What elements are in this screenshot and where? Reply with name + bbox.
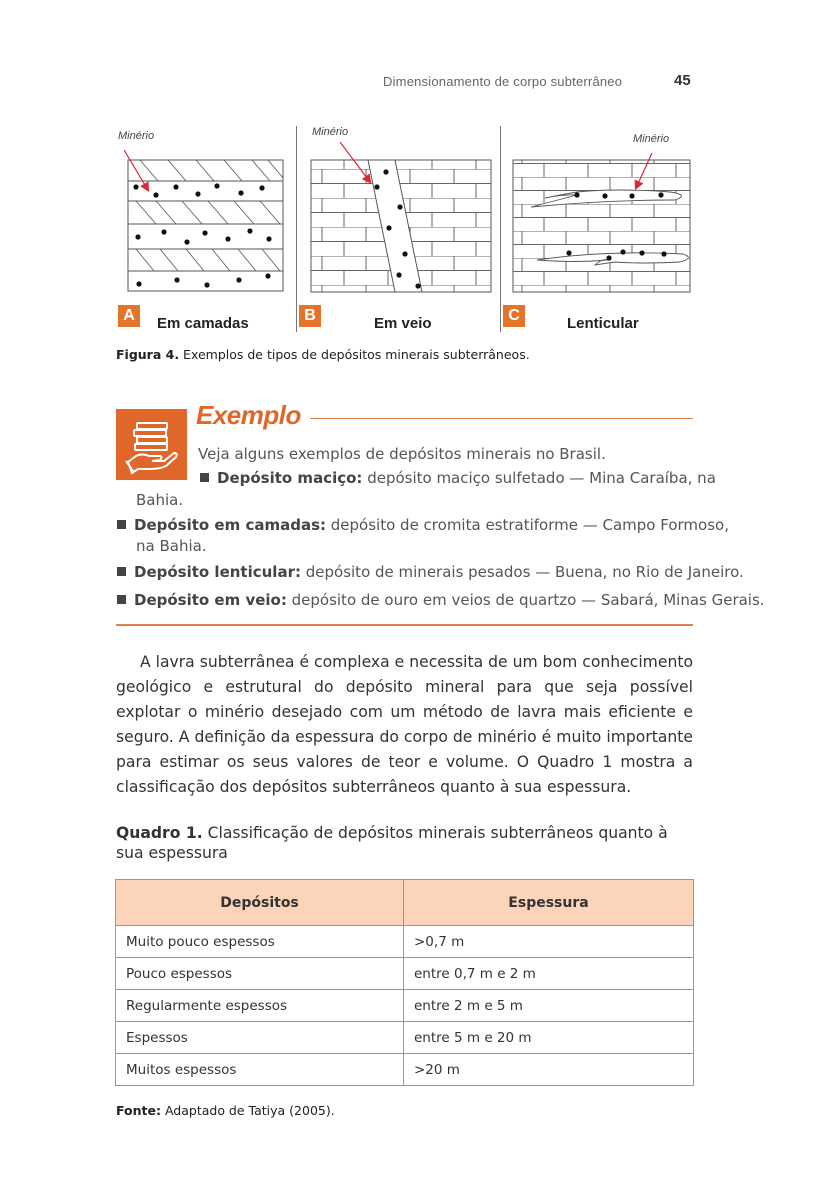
table-title-text: Classificação de depósitos minerais subterrâneos quanto à sua espessura	[116, 824, 668, 862]
figure-label-c: Lenticular	[567, 315, 639, 332]
cell-deposit: Regularmente espessos	[116, 990, 404, 1022]
example-title-rule	[310, 418, 693, 419]
cell-thickness: entre 5 m e 20 m	[404, 1022, 694, 1054]
figure-caption-prefix: Figura 4.	[116, 347, 180, 362]
vein-deposit-diagram	[305, 140, 500, 300]
example-item-continuation: na Bahia.	[136, 537, 207, 555]
example-item-continuation: Bahia.	[136, 491, 184, 509]
example-bottom-rule	[116, 624, 693, 626]
figure-badge-b: B	[299, 305, 321, 327]
figure-label-b: Em veio	[374, 315, 432, 332]
example-item	[117, 563, 744, 581]
figure-divider	[500, 126, 501, 332]
example-title: Exemplo	[196, 400, 301, 430]
example-item-text: depósito maciço sulfetado — Mina Caraíba, na	[362, 469, 716, 487]
table-source-prefix: Fonte:	[116, 1103, 161, 1118]
table-title	[116, 823, 693, 863]
thickness-classification-table	[115, 879, 694, 1086]
layered-deposit-diagram	[110, 140, 290, 300]
example-item-term: Depósito em veio:	[134, 591, 287, 609]
table-row	[116, 1022, 694, 1054]
example-item	[117, 516, 729, 534]
example-item-text: depósito de minerais pesados — Buena, no Rio de Janeiro.	[300, 563, 744, 581]
body-paragraph	[116, 650, 693, 800]
bullet-square-icon	[117, 520, 126, 529]
cell-thickness: entre 0,7 m e 2 m	[404, 958, 694, 990]
bullet-square-icon	[117, 595, 126, 604]
page-number: 45	[674, 72, 691, 89]
figure-badge-a: A	[118, 305, 140, 327]
bullet-square-icon	[200, 473, 209, 482]
cell-deposit: Espessos	[116, 1022, 404, 1054]
example-item-term: Depósito em camadas:	[134, 516, 327, 534]
bullet-square-icon	[117, 567, 126, 576]
table-row	[116, 990, 694, 1022]
example-intro: Veja alguns exemplos de depósitos minerais no Brasil.	[198, 445, 606, 463]
cell-deposit: Muito pouco espessos	[116, 926, 404, 958]
figure-caption	[116, 347, 530, 362]
table-row	[116, 926, 694, 958]
example-item-text: depósito de cromita estratiforme — Campo Formoso,	[326, 516, 729, 534]
ore-label: Minério	[633, 133, 670, 145]
table-header-row	[116, 880, 694, 926]
table-source	[116, 1103, 335, 1118]
book-hand-icon	[116, 409, 187, 480]
figure-panel-b	[312, 126, 348, 138]
table-row	[116, 1054, 694, 1086]
example-item-term: Depósito lenticular:	[134, 563, 301, 581]
body-paragraph-text: A lavra subterrânea é complexa e necessita de um bom conhecimento geológico e estrutural do depósito mineral para que seja possível explotar o minério desejado com um método de lavra mais eficiente e seguro. A definição da espessura do corpo de minério é muito importante para estimar os seus valores de teor e volume. O Quadro 1 mostra a classificação dos depósitos subterrâneos quanto à sua espessura.	[116, 653, 693, 796]
figure-panel-c	[633, 133, 669, 145]
cell-deposit: Muitos espessos	[116, 1054, 404, 1086]
column-header-depositos: Depósitos	[116, 880, 404, 926]
figure-badge-c: C	[503, 305, 525, 327]
cell-thickness: >20 m	[404, 1054, 694, 1086]
ore-label: Minério	[118, 130, 155, 142]
cell-thickness: >0,7 m	[404, 926, 694, 958]
figure-caption-text: Exemplos de tipos de depósitos minerais subterrâneos.	[179, 347, 530, 362]
cell-thickness: entre 2 m e 5 m	[404, 990, 694, 1022]
ore-label: Minério	[312, 126, 349, 138]
figure-divider	[296, 126, 297, 332]
figure-label-a: Em camadas	[157, 315, 249, 332]
cell-deposit: Pouco espessos	[116, 958, 404, 990]
table-title-prefix: Quadro 1.	[116, 824, 203, 842]
example-item	[200, 469, 716, 487]
example-item-text: depósito de ouro em veios de quartzo — Sabará, Minas Gerais.	[286, 591, 765, 609]
column-header-espessura: Espessura	[404, 880, 694, 926]
example-item-term: Depósito maciço:	[217, 469, 363, 487]
table-source-text: Adaptado de Tatiya (2005).	[160, 1103, 335, 1118]
table-row	[116, 958, 694, 990]
running-head-title: Dimensionamento de corpo subterrâneo	[383, 74, 623, 89]
example-item	[117, 591, 765, 609]
lenticular-deposit-diagram	[505, 150, 695, 295]
